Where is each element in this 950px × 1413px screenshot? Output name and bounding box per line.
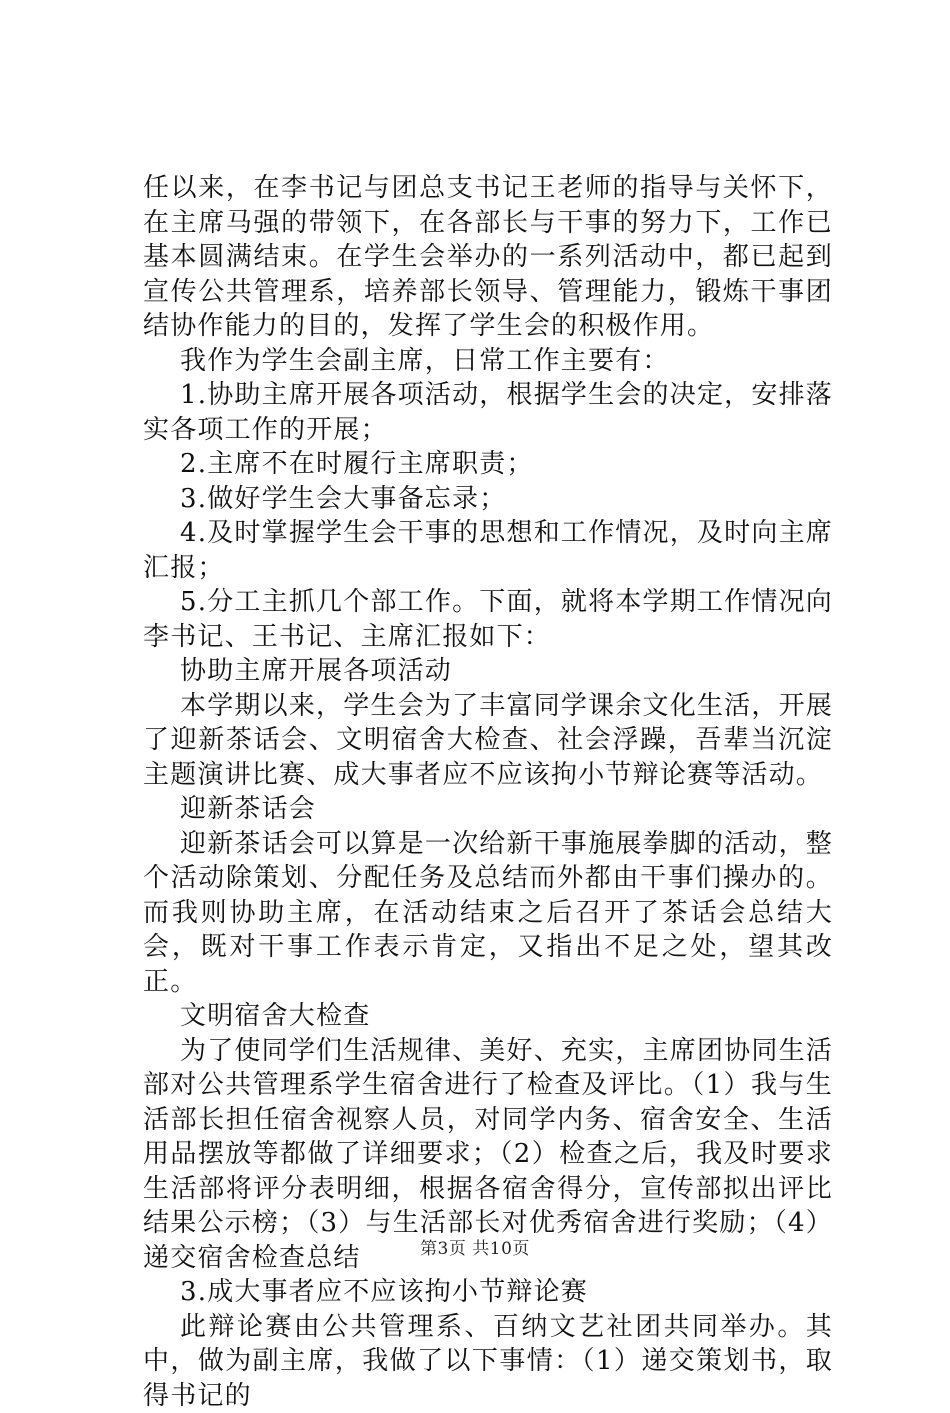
paragraph-intro: 任以来，在李书记与团总支书记王老师的指导与关怀下，在主席马强的带领下，在各部长与干事的努力下，工作已基本圆满结束。在学生会举办的一系列活动中，都已起到宣传公共管理系，培养部长领导、管理能力，锻炼干事团结协作能力的目的，发挥了学生会的积极作用。: [143, 171, 833, 344]
section-heading-assist: 协助主席开展各项活动: [143, 654, 833, 689]
page-number-label: 第3页 共10页: [420, 1239, 530, 1259]
paragraph-dorm-inspection: 为了使同学们生活规律、美好、充实，主席团协同生活部对公共管理系学生宿舍进行了检查及评比。（1）我与生活部长担任宿舍视察人员，对同学内务、宿舍安全、生活用品摆放等都做了详细要求；（2）检查之后，我及时要求生活部将评分表明细，根据各宿舍得分，宣传部拟出评比结果公示榜；（3）与生活部长对优秀宿舍进行奖励；（4）递交宿舍检查总结: [143, 1034, 833, 1276]
section-heading-debate: 3.成大事者应不应该拘小节辩论赛: [143, 1275, 833, 1310]
duty-item-4: 4.及时掌握学生会干事的思想和工作情况，及时向主席汇报；: [143, 516, 833, 585]
section-heading-dorm-inspection: 文明宿舍大检查: [143, 999, 833, 1034]
page-footer: [0, 1234, 950, 1259]
body-text: [143, 171, 833, 1413]
duty-item-2: 2.主席不在时履行主席职责；: [143, 447, 833, 482]
paragraph-duties-intro: 我作为学生会副主席，日常工作主要有：: [143, 344, 833, 379]
duty-item-1: 1.协助主席开展各项活动，根据学生会的决定，安排落实各项工作的开展；: [143, 378, 833, 447]
paragraph-tea-party: 迎新茶话会可以算是一次给新干事施展拳脚的活动，整个活动除策划、分配任务及总结而外都由干事们操办的。而我则协助主席，在活动结束之后召开了茶话会总结大会，既对干事工作表示肯定，又指出不足之处，望其改正。: [143, 827, 833, 1000]
paragraph-semester-activities: 本学期以来，学生会为了丰富同学课余文化生活，开展了迎新茶话会、文明宿舍大检查、社会浮躁，吾辈当沉淀主题演讲比赛、成大事者应不应该拘小节辩论赛等活动。: [143, 689, 833, 793]
section-heading-tea-party: 迎新茶话会: [143, 792, 833, 827]
duty-item-5: 5.分工主抓几个部工作。下面，就将本学期工作情况向李书记、王书记、主席汇报如下：: [143, 585, 833, 654]
duty-item-3: 3.做好学生会大事备忘录；: [143, 482, 833, 517]
paragraph-debate: 此辩论赛由公共管理系、百纳文艺社团共同举办。其中，做为副主席，我做了以下事情：（1）递交策划书，取得书记的: [143, 1310, 833, 1413]
